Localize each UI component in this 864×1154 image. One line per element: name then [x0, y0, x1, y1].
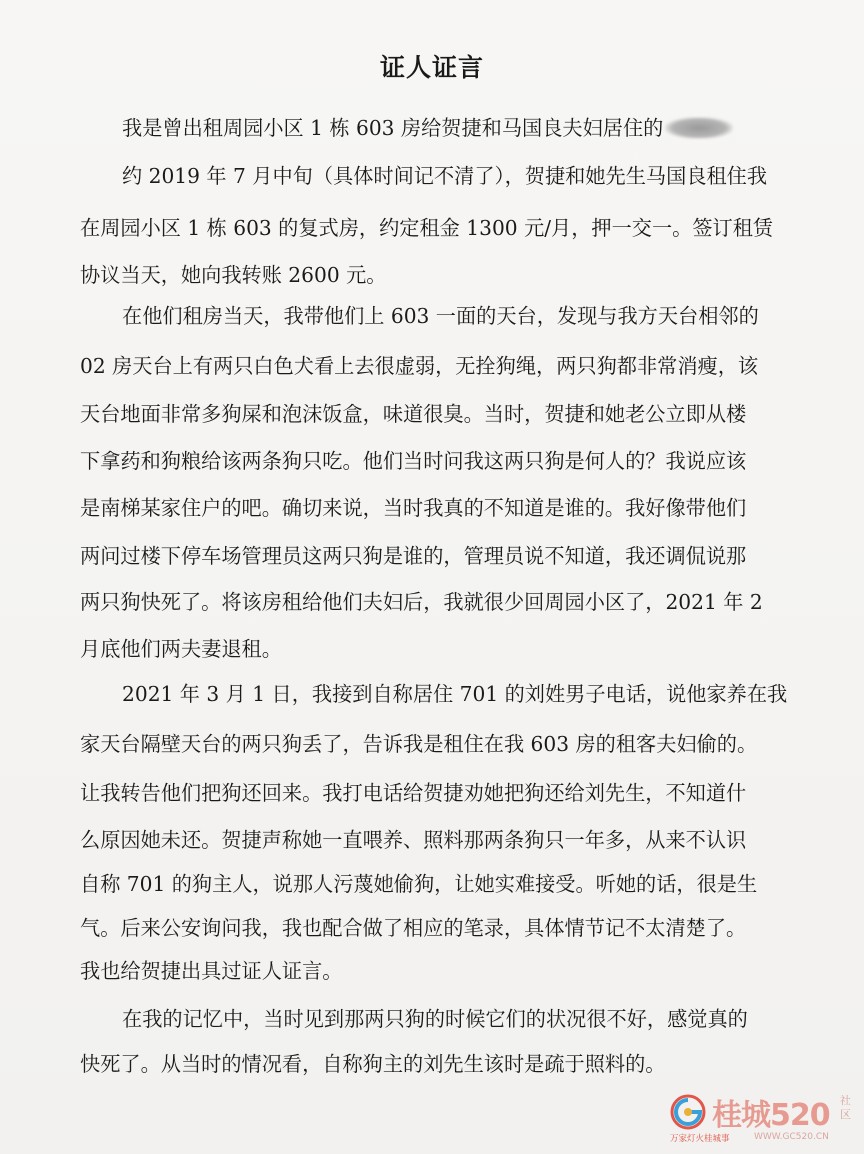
text-line-13: 2021 年 3 月 1 日，我接到自称居住 701 的刘姓男子电话，说他家养在我 — [122, 682, 788, 706]
site-watermark — [668, 1088, 858, 1150]
text-line-11: 两只狗快死了。将该房租给他们夫妇后，我就很少回周园小区了，2021 年 2 — [80, 590, 763, 614]
text-line-10: 两问过楼下停车场管理员这两只狗是谁的，管理员说不知道，我还调侃说那 — [80, 544, 747, 568]
text-line-20: 在我的记忆中，当时见到那两只狗的时候它们的状况很不好，感觉真的 — [122, 1007, 748, 1031]
text-line-6: 02 房天台上有两只白色犬看上去很虚弱，无拴狗绳，两只狗都非常消瘦，该 — [80, 354, 759, 378]
text-line-3: 在周园小区 1 栋 603 的复式房，约定租金 1300 元/月，押一交一。签订租赁 — [80, 216, 774, 240]
text-line-19: 我也给贺捷出具过证人证言。 — [80, 959, 343, 983]
text-line-4: 协议当天，她向我转账 2600 元。 — [80, 263, 387, 287]
watermark-logo-icon — [668, 1092, 708, 1132]
text-line-14: 家天台隔壁天台的两只狗丢了，告诉我是租住在我 603 房的租客夫妇偷的。 — [80, 732, 758, 756]
watermark-slogan: 万家灯火桂城事 — [670, 1134, 730, 1144]
text-line-1-content: 我是曾出租周园小区 1 栋 603 房给贺捷和马国良夫妇居住的 — [122, 116, 664, 140]
text-line-21: 快死了。从当时的情况看，自称狗主的刘先生该时是疏于照料的。 — [80, 1052, 666, 1076]
watermark-url: WWW.GC520.CN — [754, 1132, 829, 1142]
watermark-brand: 桂城520 — [712, 1098, 830, 1133]
text-line-12: 月底他们两夫妻退租。 — [80, 637, 282, 661]
watermark-side-label: 社区 — [840, 1094, 851, 1121]
text-line-15: 让我转告他们把狗还回来。我打电话给贺捷劝她把狗还给刘先生，不知道什 — [80, 781, 747, 805]
redacted-mark — [665, 117, 733, 139]
text-line-16: 么原因她未还。贺捷声称她一直喂养、照料那两条狗只一年多，从来不认识 — [80, 828, 747, 852]
text-line-2: 约 2019 年 7 月中旬（具体时间记不清了），贺捷和她先生马国良租住我 — [122, 164, 768, 188]
text-line-5: 在他们租房当天，我带他们上 603 一面的天台，发现与我方天台相邻的 — [122, 304, 759, 328]
text-line-7: 天台地面非常多狗屎和泡沫饭盒，味道很臭。当时，贺捷和她老公立即从楼 — [80, 402, 747, 426]
text-line-8: 下拿药和狗粮给该两条狗只吃。他们当时问我这两只狗是何人的？我说应该 — [80, 449, 747, 473]
text-line-17: 自称 701 的狗主人，说那人污蔑她偷狗，让她实难接受。听她的话，很是生 — [80, 872, 758, 896]
text-line-9: 是南梯某家住户的吧。确切来说，当时我真的不知道是谁的。我好像带他们 — [80, 496, 747, 520]
text-line-1 — [122, 114, 733, 142]
text-line-18: 气。后来公安询问我，我也配合做了相应的笔录，具体情节记不太清楚了。 — [80, 916, 747, 940]
document-title: 证人证言 — [379, 53, 484, 82]
